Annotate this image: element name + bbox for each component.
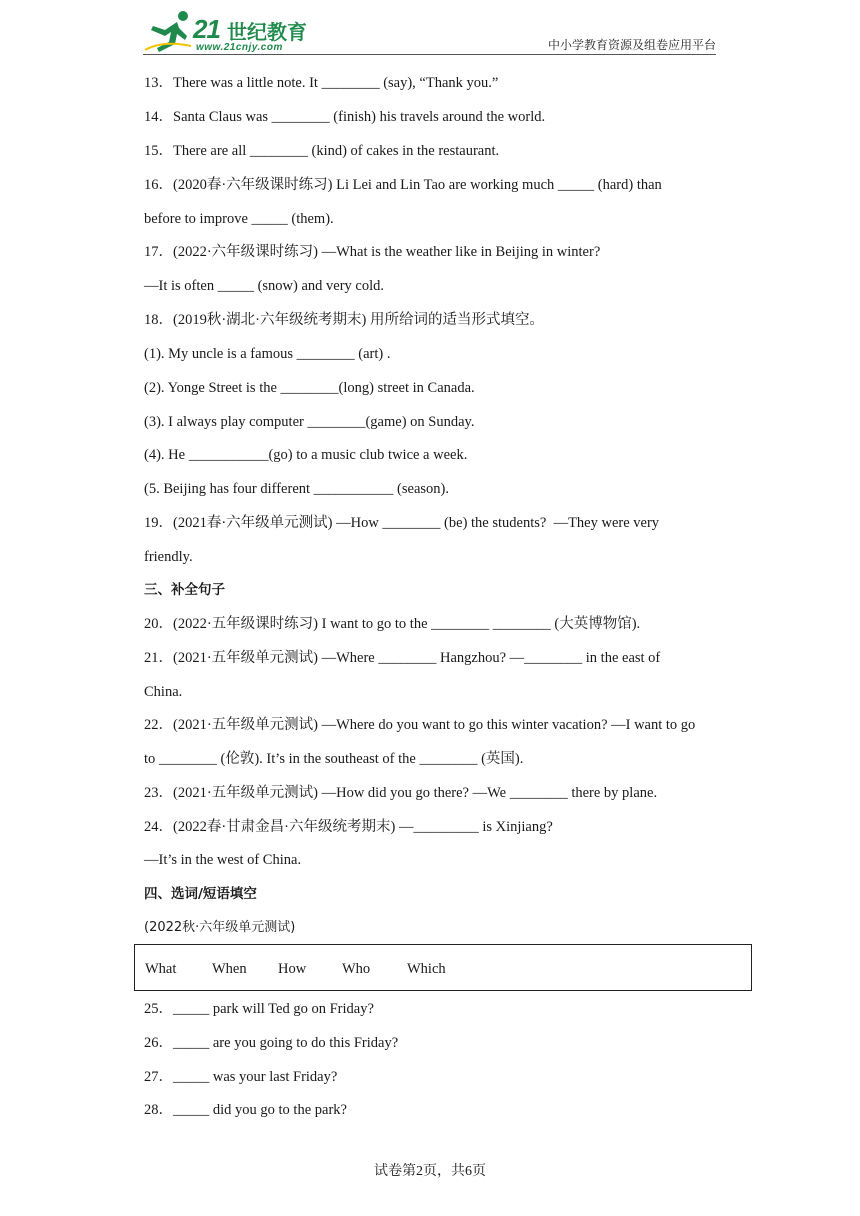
question-21: 21．(2021·五年级单元测试) —Where ________ Hangzhou? —________ in the east of [144, 650, 661, 666]
question-19-cont: friendly. [144, 549, 193, 565]
question-22-cont: to ________ (伦敦). It’s in the southeast of the ________ (英国). [144, 751, 524, 767]
section-4-source: (2022秋·六年级单元测试) [144, 920, 296, 935]
question-18-2: (2). Yonge Street is the ________(long) street in Canada. [144, 380, 475, 396]
question-26: 26．_____ are you going to do this Friday? [144, 1035, 399, 1051]
section-3-title: 三、补全句子 [144, 582, 225, 598]
platform-label: 中小学教育资源及组卷应用平台 [547, 38, 716, 52]
question-20: 20．(2022·五年级课时练习) I want to go to the ________ ________ (大英博物馆). [144, 616, 641, 632]
question-19: 19．(2021春·六年级单元测试) —How ________ (be) the students? —They were very [144, 515, 660, 531]
question-18-5: (5. Beijing has four different ___________ (season). [144, 481, 449, 497]
question-24: 24．(2022春·甘肃金昌·六年级统考期末) —_________ is Xinjiang? [144, 819, 553, 835]
question-18-3: (3). I always play computer ________(game) on Sunday. [144, 414, 475, 430]
question-21-cont: China. [144, 684, 183, 700]
logo-number: 21 [193, 14, 220, 44]
logo-text: 世纪教育 [227, 20, 307, 44]
word-when: When [212, 961, 247, 977]
question-22: 22．(2021·五年级单元测试) —Where do you want to go this winter vacation? —I want to go [144, 717, 696, 733]
question-18-4: (4). He ___________(go) to a music club twice a week. [144, 447, 468, 463]
question-18: 18．(2019秋·湖北·六年级统考期末) 用所给词的适当形式填空。 [144, 312, 544, 328]
question-13: 13．There was a little note. It ________ (say), “Thank you.” [144, 75, 499, 91]
question-14: 14．Santa Claus was ________ (finish) his travels around the world. [144, 109, 546, 125]
question-28: 28．_____ did you go to the park? [144, 1102, 347, 1118]
question-16-cont: before to improve _____ (them). [144, 211, 334, 227]
question-16: 16．(2020春·六年级课时练习) Li Lei and Lin Tao are working much _____ (hard) than [144, 177, 662, 193]
question-17-answer: —It is often _____ (snow) and very cold. [144, 278, 385, 294]
header-divider [143, 54, 716, 55]
question-18-1: (1). My uncle is a famous ________ (art) . [144, 346, 391, 362]
section-4-title: 四、选词/短语填空 [144, 886, 257, 902]
page-header [143, 8, 716, 56]
question-24-answer: —It’s in the west of China. [144, 852, 302, 868]
word-box [134, 944, 752, 991]
word-which: Which [407, 961, 446, 977]
runner-icon [143, 10, 195, 54]
logo-url: www.21cnjy.com [196, 42, 283, 53]
page-footer: 试卷第2页，共6页 [374, 1164, 486, 1179]
site-logo [143, 10, 323, 54]
question-25: 25．_____ park will Ted go on Friday? [144, 1001, 374, 1017]
word-who: Who [342, 961, 371, 977]
word-how: How [278, 961, 307, 977]
question-27: 27．_____ was your last Friday? [144, 1069, 338, 1085]
question-15: 15．There are all ________ (kind) of cakes in the restaurant. [144, 143, 500, 159]
question-23: 23．(2021·五年级单元测试) —How did you go there? —We ________ there by plane. [144, 785, 658, 801]
word-what: What [145, 961, 177, 977]
question-17: 17．(2022·六年级课时练习) —What is the weather like in Beijing in winter? [144, 244, 601, 260]
